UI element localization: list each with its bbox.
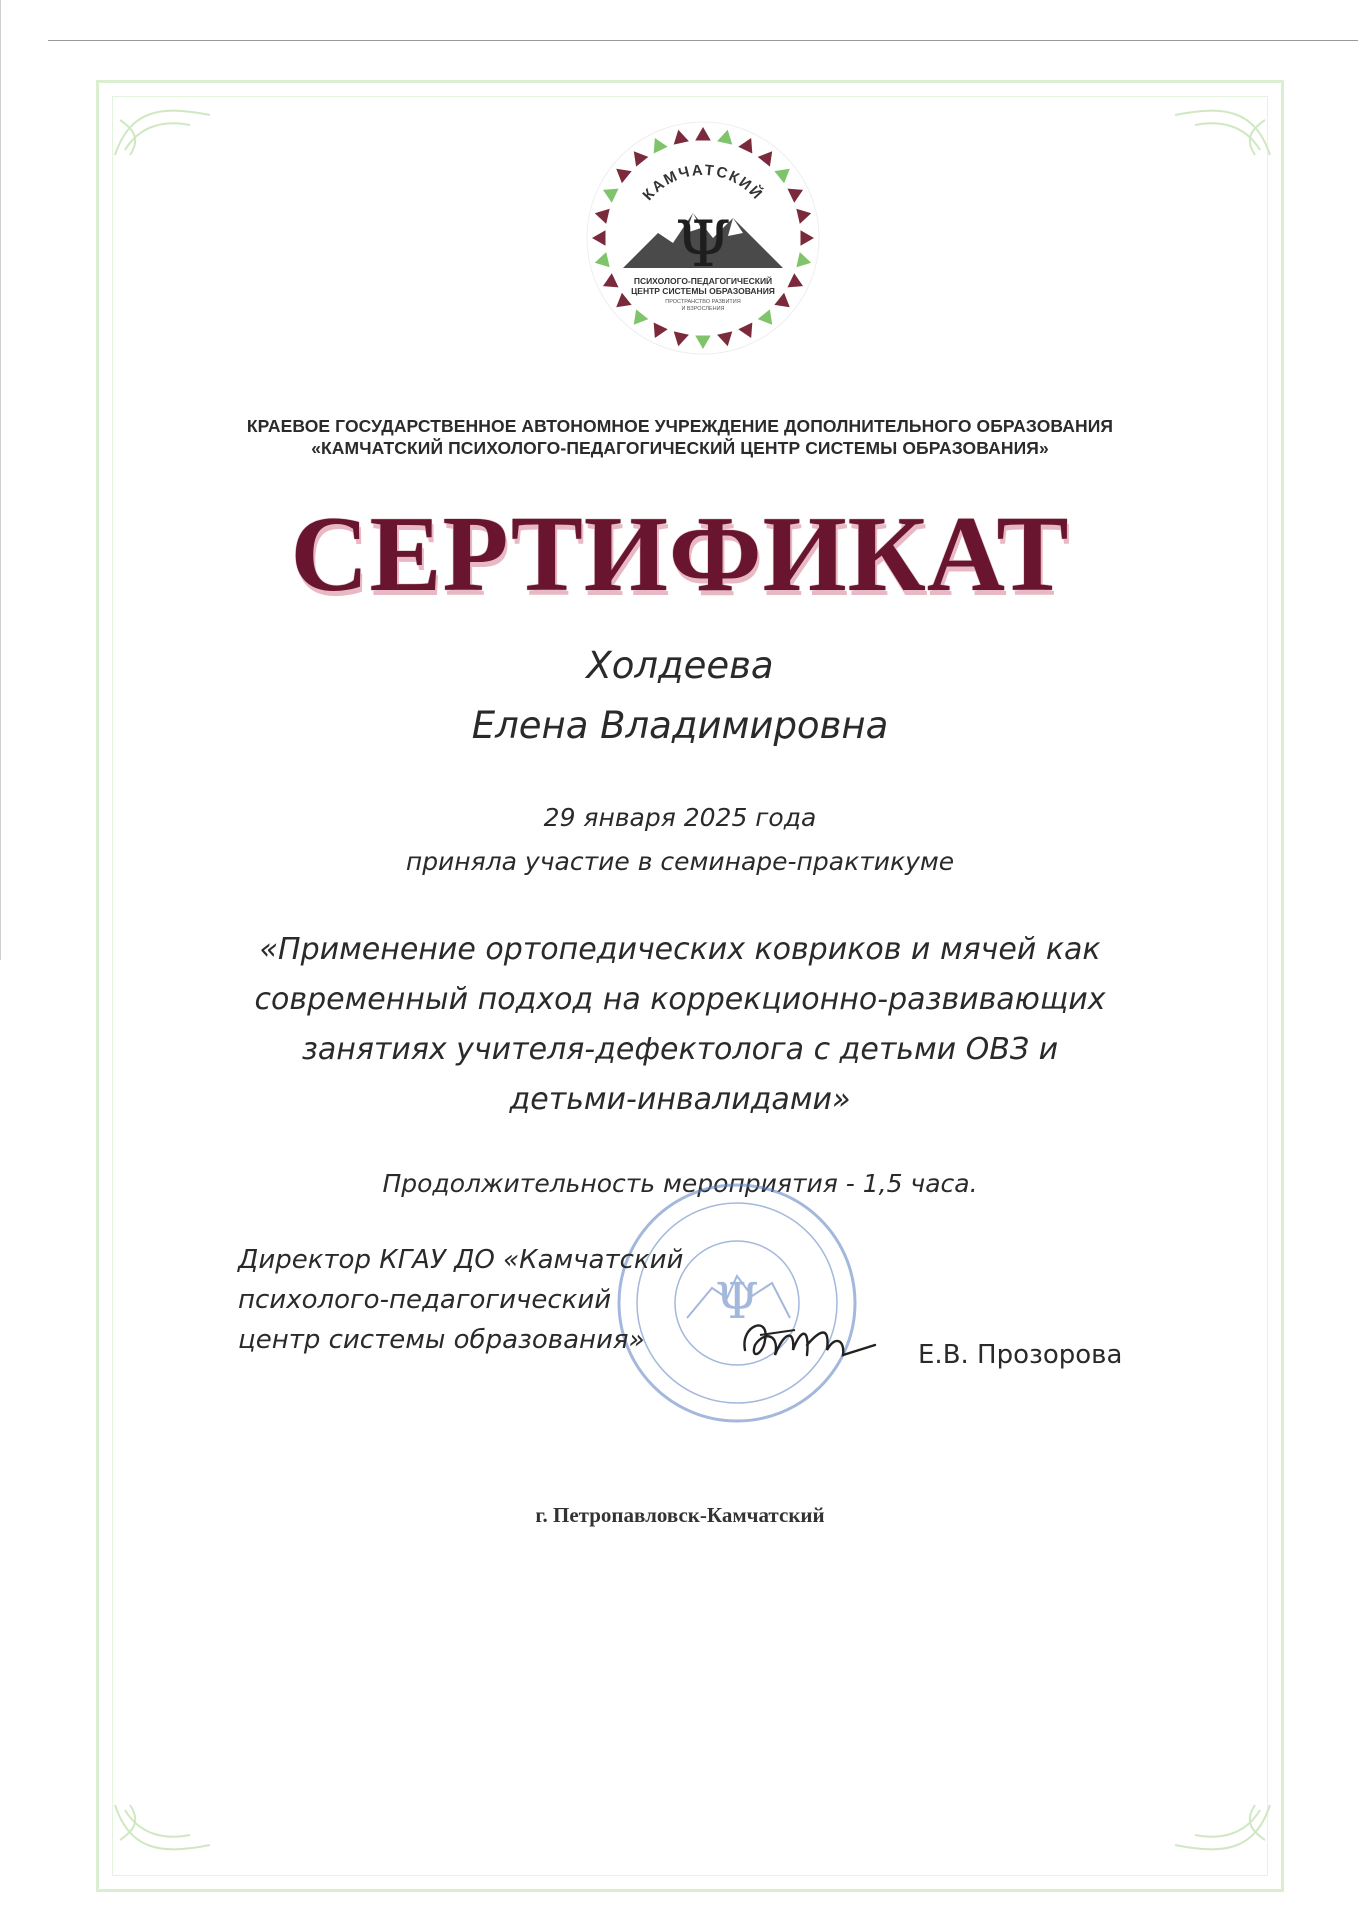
scan-edge-line [48,40,1358,41]
svg-text:Ψ: Ψ [715,1272,759,1330]
corner-ornament-bottom-left-icon [110,1800,220,1860]
topic-line: современный подход на коррекционно-развивающих [254,982,1106,1017]
certificate-title: СЕРТИФИКАТ [290,495,1070,614]
logo-line4: И ВЗРОСЛЕНИЯ [681,306,725,312]
logo-line1: ПСИХОЛОГО-ПЕДАГОГИЧЕСКИЙ [633,276,773,286]
handwritten-signature [735,1300,885,1380]
signer-title-line: центр системы образования» [238,1325,645,1355]
topic-line: занятиях учителя-дефектолога с детьми ОВЗ и [301,1032,1059,1067]
logo-psi-symbol: Ψ [674,208,732,282]
signer-title [238,1240,798,1360]
scan-edge-line-left [0,0,1,960]
corner-ornament-bottom-right-icon [1165,1800,1275,1860]
logo-line3: ПРОСТРАНСТВО РАЗВИТИЯ [665,299,741,305]
city: г. Петропавловск-Камчатский [535,1503,825,1527]
signer-name: Е.В. Прозорова [918,1340,1123,1370]
event-duration: Продолжительность мероприятия - 1,5 часа. [382,1169,978,1198]
topic-line: детьми-инвалидами» [509,1082,851,1117]
signer-title-line: Директор КГАУ ДО «Камчатский [238,1245,684,1275]
corner-ornament-top-right-icon [1165,100,1275,160]
recipient-surname: Холдеева [586,644,774,687]
recipient-given-names: Елена Владимировна [471,704,889,747]
event-topic [140,925,1220,1125]
organization-logo [583,118,823,358]
event-date: 29 января 2025 года [543,803,817,832]
organization-line1: КРАЕВОЕ ГОСУДАРСТВЕННОЕ АВТОНОМНОЕ УЧРЕЖДЕНИЕ ДОПОЛНИТЕЛЬНОГО ОБРАЗОВАНИЯ [246,416,1114,436]
psi-mountain-emblem-icon [583,118,823,358]
logo-top-text: КАМЧАТСКИЙ [639,161,767,204]
logo-line2: ЦЕНТР СИСТЕМЫ ОБРАЗОВАНИЯ [631,286,775,296]
organization-line2: «КАМЧАТСКИЙ ПСИХОЛОГО-ПЕДАГОГИЧЕСКИЙ ЦЕНТР СИСТЕМЫ ОБРАЗОВАНИЯ» [311,438,1049,458]
corner-ornament-top-left-icon [110,100,220,160]
participation-text: приняла участие в семинаре-практикуме [405,847,955,876]
signer-title-line: психолого-педагогический [238,1285,612,1315]
topic-line: «Применение ортопедических ковриков и мячей как [259,932,1101,967]
organization-name [140,415,1220,459]
